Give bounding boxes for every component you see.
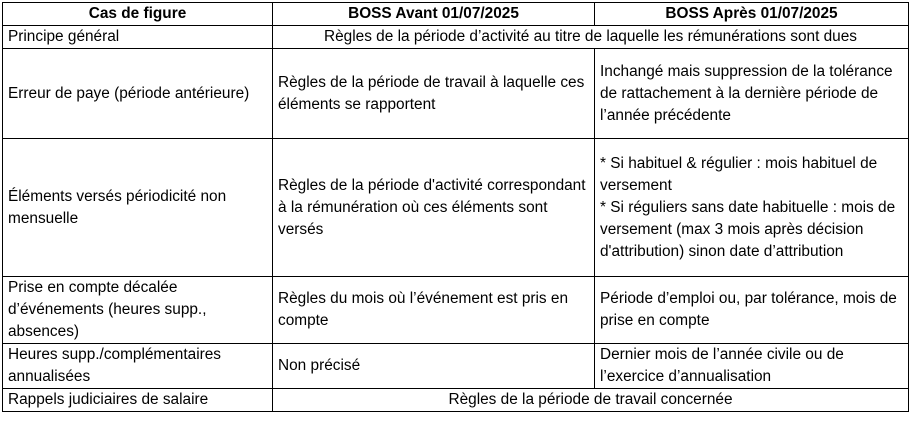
table-row [3, 344, 909, 389]
table-row [3, 26, 909, 49]
table-row [3, 49, 909, 139]
row-case-cell: Erreur de paye (période antérieure) [3, 49, 273, 139]
row-merged-cell: Règles de la période de travail concernée [273, 389, 909, 412]
row-before-cell: Règles de la période de travail à laquelle ces éléments se rapportent [273, 49, 595, 139]
table-row [3, 139, 909, 277]
after-line-irregular: * Si réguliers sans date habituelle : mois de versement (max 3 mois après décision d'attribution) sinon date d’attribution [600, 198, 896, 260]
row-after-cell: Dernier mois de l’année civile ou de l’exercice d’annualisation [595, 344, 909, 389]
header-after: BOSS Après 01/07/2025 [595, 3, 909, 26]
comparison-table-container [2, 2, 909, 412]
table-header-row [3, 3, 909, 26]
comparison-table [2, 2, 909, 412]
row-merged-cell: Règles de la période d’activité au titre de laquelle les rémunérations sont dues [273, 26, 909, 49]
header-case: Cas de figure [3, 3, 273, 26]
row-case-cell: Heures supp./complémentaires annualisées [3, 344, 273, 389]
row-case-cell: Prise en compte décalée d’événements (heures supp., absences) [3, 277, 273, 344]
row-after-cell: Période d’emploi ou, par tolérance, mois de prise en compte [595, 277, 909, 344]
row-case-cell: Éléments versés périodicité non mensuelle [3, 139, 273, 277]
row-before-cell: Règles du mois où l’événement est pris en compte [273, 277, 595, 344]
row-case-cell: Rappels judiciaires de salaire [3, 389, 273, 412]
row-before-cell: Non précisé [273, 344, 595, 389]
after-line-regular: * Si habituel & régulier : mois habituel de versement [600, 154, 878, 194]
table-row [3, 389, 909, 412]
row-before-cell: Règles de la période d'activité correspondant à la rémunération où ces éléments sont versés [273, 139, 595, 277]
row-case-cell: Principe général [3, 26, 273, 49]
table-row [3, 277, 909, 344]
row-after-cell: Inchangé mais suppression de la tolérance de rattachement à la dernière période de l’année précédente [595, 49, 909, 139]
row-after-cell [595, 139, 909, 277]
header-before: BOSS Avant 01/07/2025 [273, 3, 595, 26]
